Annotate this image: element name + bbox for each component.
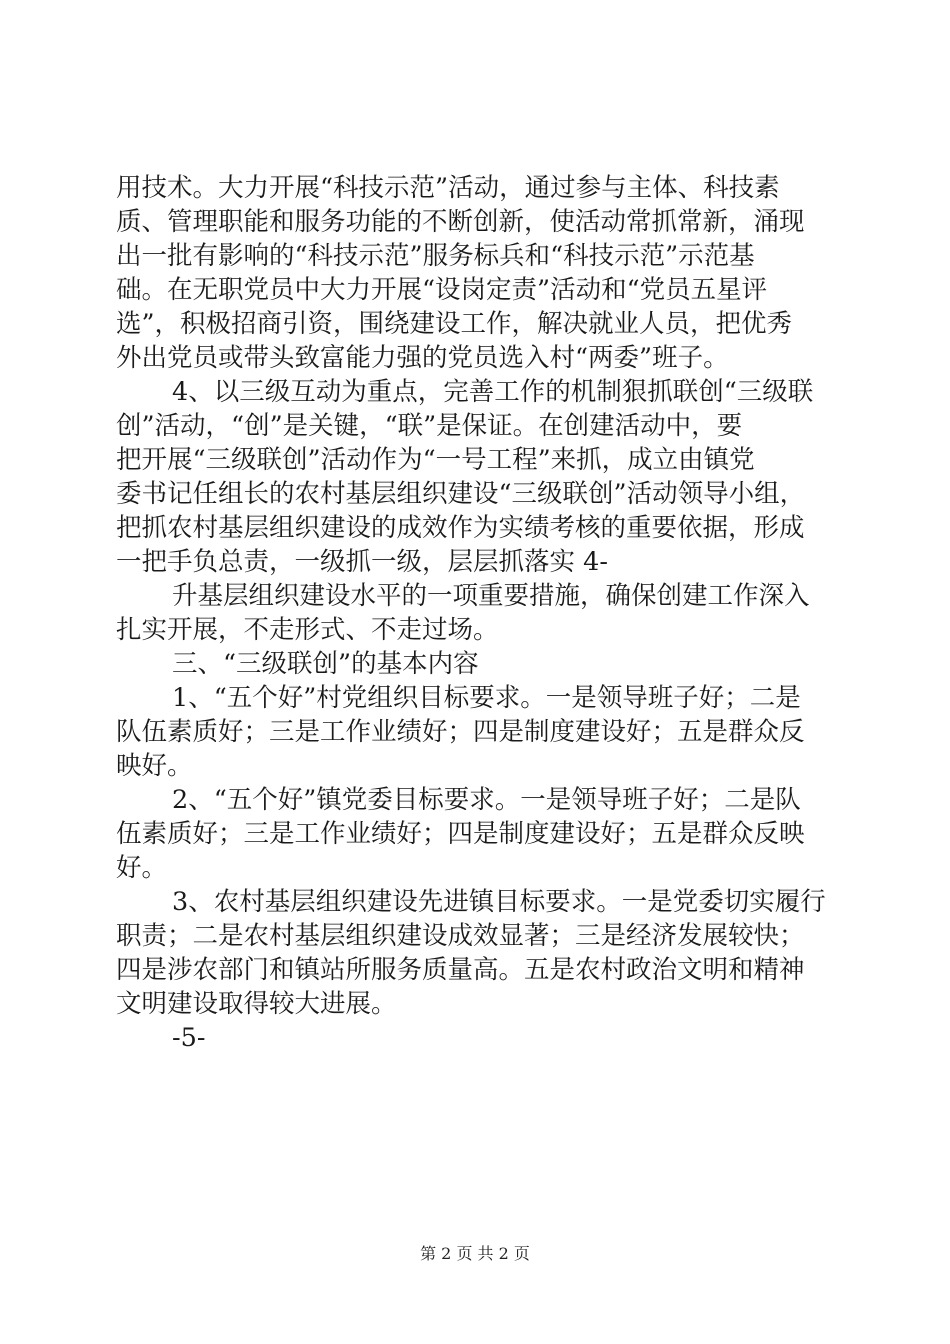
text-line: 外出党员或带头致富能力强的党员选入村“两委”班子。 bbox=[116, 343, 729, 373]
text-line: 映好。 bbox=[116, 751, 193, 781]
text-line: 四是涉农部门和镇站所服务质量高。五是农村政治文明和精神 bbox=[116, 955, 805, 985]
text-line: 职责；二是农村基层组织建设成效显著；三是经济发展较快； bbox=[116, 921, 805, 951]
text-line: 伍素质好；三是工作业绩好；四是制度建设好；五是群众反映 bbox=[116, 819, 805, 849]
text-line: 一把手负总责，一级抓一级，层层抓落实 4- bbox=[116, 547, 608, 577]
text-line: 用技术。大力开展“科技示范”活动，通过参与主体、科技素 bbox=[116, 173, 780, 203]
text-line: 1、“五个好”村党组织目标要求。一是领导班子好；二是 bbox=[172, 683, 801, 713]
page-footer: 第 2 页 共 2 页 bbox=[420, 1244, 530, 1263]
text-line: 选”，积极招商引资，围绕建设工作，解决就业人员，把优秀 bbox=[116, 309, 793, 339]
section-heading: 三、“三级联创”的基本内容 bbox=[172, 649, 479, 679]
text-line: 把抓农村基层组织建设的成效作为实绩考核的重要依据，形成 bbox=[116, 513, 805, 543]
text-line: 委书记任组长的农村基层组织建设“三级联创”活动领导小组， bbox=[116, 479, 806, 509]
inline-page-number: -5- bbox=[172, 1023, 206, 1053]
text-line: 础。在无职党员中大力开展“设岗定责”活动和“党员五星评 bbox=[116, 275, 768, 305]
text-line: 2、“五个好”镇党委目标要求。一是领导班子好；二是队 bbox=[172, 785, 801, 815]
text-line: 4、以三级互动为重点，完善工作的机制狠抓联创“三级联 bbox=[172, 377, 814, 407]
text-line: 质、管理职能和服务功能的不断创新，使活动常抓常新，涌现 bbox=[116, 207, 805, 237]
text-line: 创”活动，“创”是关键，“联”是保证。在创建活动中，要 bbox=[116, 411, 743, 441]
text-line: 队伍素质好；三是工作业绩好；四是制度建设好；五是群众反 bbox=[116, 717, 805, 747]
text-line: 把开展“三级联创”活动作为“一号工程”来抓，成立由镇党 bbox=[116, 445, 755, 475]
text-line: 好。 bbox=[116, 853, 168, 883]
text-line: 升基层组织建设水平的一项重要措施，确保创建工作深入 bbox=[172, 581, 810, 611]
text-line: 文明建设取得较大进展。 bbox=[116, 989, 397, 1019]
text-line: 出一批有影响的“科技示范”服务标兵和“科技示范”示范基 bbox=[116, 241, 755, 271]
text-line: 扎实开展，不走形式、不走过场。 bbox=[116, 615, 499, 645]
text-line: 3、农村基层组织建设先进镇目标要求。一是党委切实履行 bbox=[172, 887, 826, 917]
